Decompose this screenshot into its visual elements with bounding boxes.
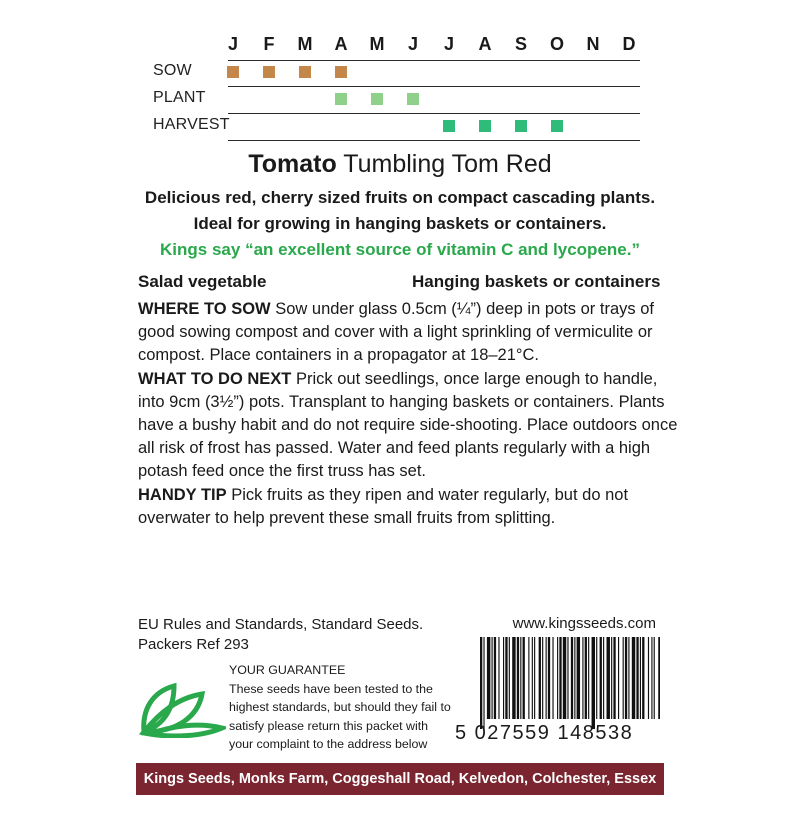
barcode-bar [494,637,496,719]
product-description-line1: Delicious red, cherry sized fruits on compact cascading plants. [144,188,656,207]
packers-ref-text: Packers Ref 293 [138,636,249,653]
barcode-bar [600,637,602,719]
barcode-bar [567,637,568,719]
barcode-bar [483,637,484,729]
barcode-bar [592,637,595,729]
sowing-calendar [0,0,800,150]
month-label: D [622,34,636,54]
barcode-bar [480,637,482,729]
growing-instructions [138,298,678,530]
month-label: M [297,34,313,54]
barcode-bar [603,637,604,719]
month-label: N [586,34,600,54]
calendar-row-plant: PLANT [153,89,206,106]
barcode-bar [623,637,624,719]
month-label: O [549,34,564,54]
barcode-bar [607,637,610,719]
leaf-logo-icon [138,676,226,738]
barcode-bar [546,637,547,719]
month-label: J [227,34,238,54]
barcode-bar [523,637,525,719]
guarantee-block [229,661,454,754]
barcode-bar [648,637,649,719]
handy-tip-heading: HANDY TIP [138,485,227,504]
month-label: J [407,34,418,54]
what-to-do-next-text: Prick out seedlings, once large enough to handle, into 9cm (3½”) pots. Transplant to hanging baskets or containers. Plants have a bushy habit and do not require side-shooting. Place outdoors once all risk of frost has passed. Water and feed plants regularly with a high potash feed once the first truss has set. [138,369,678,481]
harvest-month-marker [443,120,455,132]
barcode-number: 5 027559 148538 [455,722,634,744]
month-label: A [478,34,492,54]
barcode-bar [528,637,529,719]
barcode-bar [539,637,541,719]
tag-hanging-baskets: Hanging baskets or containers [412,272,661,291]
guarantee-title: YOUR GUARANTEE [229,663,346,677]
barcode-bar [574,637,575,719]
barcode-bar [582,637,583,719]
website-link[interactable]: www.kingsseeds.com [512,615,656,632]
month-label: F [263,34,275,54]
plant-month-marker [407,93,419,105]
eu-rules-text: EU Rules and Standards, Standard Seeds. [138,616,424,633]
calendar-rule [228,86,640,87]
barcode-bar [492,637,493,719]
product-name-bold: Tomato [248,150,337,178]
barcode-bar [509,637,510,719]
barcode-bar [505,637,507,719]
sow-month-marker [263,66,275,78]
month-label: S [514,34,527,54]
barcode-bar [503,637,504,719]
product-title [0,150,800,179]
barcode-bar [559,637,561,719]
where-to-sow-paragraph [138,298,678,368]
month-label: A [334,34,348,54]
barcode-bar [654,637,655,719]
sow-month-marker [335,66,347,78]
barcode-bar [571,637,573,719]
barcode-bar [517,637,519,719]
sow-month-marker [299,66,311,78]
barcode-bar [498,637,499,719]
barcode-bar [651,637,652,719]
barcode-bar [642,637,644,719]
sow-month-marker [227,66,239,78]
barcode-bar [557,637,558,719]
where-to-sow-text: Sow under glass 0.5cm (¼”) deep in pots or trays of good sowing compost and cover with a light sprinkling of vermiculite or compost. Place containers in a propagator at 18–21°C. [138,300,654,365]
calendar-row-harvest: HARVEST [153,116,230,133]
what-to-do-next-heading: WHAT TO DO NEXT [138,369,292,388]
barcode-bar [577,637,580,719]
calendar-row-sow: SOW [153,62,192,79]
month-label: J [443,34,454,54]
where-to-sow-heading: WHERE TO SOW [138,300,271,318]
barcode-bar [487,637,490,719]
barcode-bar [632,637,635,719]
harvest-month-marker [479,120,491,132]
guarantee-text: These seeds have been tested to the highest standards, but should they fail to satisfy please return this packet with your complaint to the address below [229,681,451,752]
barcode-bar [534,637,535,719]
harvest-month-marker [515,120,527,132]
barcode-bar [640,637,641,719]
barcode-bar [636,637,638,719]
barcode-bar [542,637,543,719]
calendar-rule [228,60,640,61]
what-to-do-next-paragraph [138,368,678,484]
barcode-bar [548,637,550,719]
product-name-variety: Tumbling Tom Red [336,150,552,178]
barcode-bar [625,637,627,719]
barcode-bar [611,637,612,719]
barcode-bar [618,637,619,719]
barcode-bar [552,637,553,719]
calendar-rule [228,140,640,141]
barcode-bar [520,637,521,719]
address-footer: Kings Seeds, Monks Farm, Coggeshall Road, Kelvedon, Colchester, Essex CO5 9PG [136,763,664,795]
barcode-bar [563,637,566,719]
barcode-bar [588,637,589,719]
month-label: M [369,34,385,54]
barcode-bar [613,637,615,719]
plant-month-marker [371,93,383,105]
harvest-month-marker [551,120,563,132]
barcode-bar [532,637,533,719]
kings-quote: Kings say “an excellent source of vitamin C and lycopene.” [160,240,640,259]
product-description-line2: Ideal for growing in hanging baskets or containers. [193,214,607,233]
barcode-bar [512,637,515,719]
tag-salad-vegetable: Salad vegetable [138,272,267,291]
barcode-bar [596,637,597,719]
barcode [480,637,660,733]
barcode-bar [628,637,629,719]
handy-tip-text: Pick fruits as they ripen and water regularly, but do not overwater to help prevent these small fruits from splitting. [138,485,629,527]
barcode-bar [585,637,587,719]
legal-info [138,615,423,655]
barcode-bar [658,637,660,719]
handy-tip-paragraph [138,484,678,530]
plant-month-marker [335,93,347,105]
calendar-rule [228,113,640,114]
